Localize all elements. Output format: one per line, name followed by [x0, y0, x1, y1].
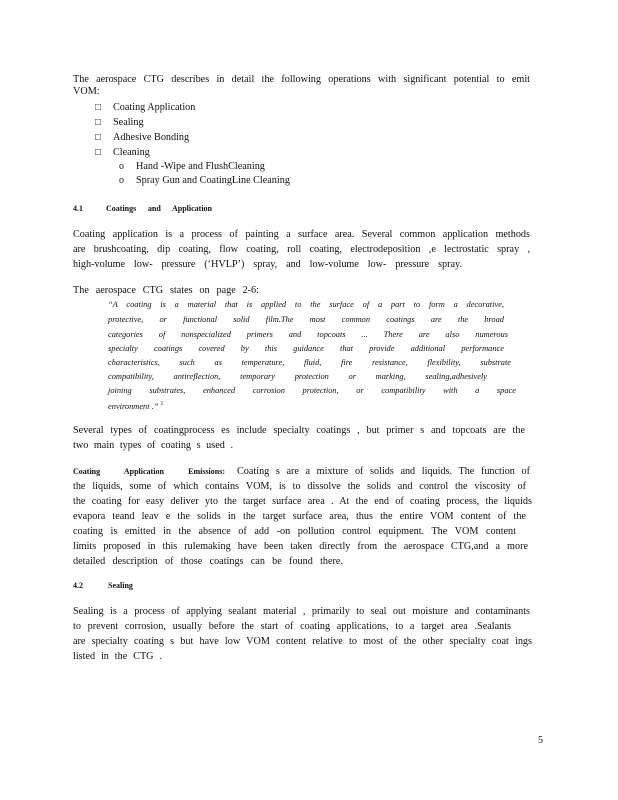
- quote-line: [108, 399, 163, 412]
- paragraph-line: limits proposed in this rulemaking have been taken directly from the aerospace CTG,and a more: [73, 541, 528, 552]
- paragraph-line: Sealing is a process of applying sealant material , primarily to seal out moisture and contaminants: [73, 606, 530, 617]
- quote-line: characteristics, such as temperature, fluid, fire resistance, flexibility, substrate: [108, 358, 511, 367]
- paragraph-line: Coating application is a process of painting a surface area. Several common application methods: [73, 229, 530, 240]
- list-item: Sealing: [113, 117, 144, 128]
- paragraph-line: the coating for easy deliver yto the target surface area . At the end of coating process, the liquids: [73, 496, 532, 507]
- bullet-icon: □: [95, 132, 102, 143]
- section-number: 4.2: [73, 581, 83, 590]
- paragraph-line: evapora teand leav e the solids in the target surface area, thus the entire VOM content of the: [73, 511, 526, 522]
- paragraph-line: listed in the CTG .: [73, 651, 162, 662]
- page-number: 5: [538, 735, 543, 746]
- paragraph-line: detailed description of those coatings can be found there.: [73, 556, 343, 567]
- list-item: Adhesive Bonding: [113, 132, 190, 143]
- emissions-text: Coating s are a mixture of solids and liquids. The function of: [237, 466, 530, 477]
- quote-line: protective, or functional solid film.The most common coatings are the broad: [108, 315, 504, 324]
- intro-line-1: The aerospace CTG describes in detail the following operations with significant potential to emit: [73, 74, 530, 85]
- bullet-icon: o: [119, 175, 124, 186]
- quote-last-text: environment .”: [108, 401, 159, 411]
- paragraph-line: are specialty coating s but have low VOM content relative to most of the other specialty coat ings: [73, 636, 532, 647]
- paragraph-line: Several types of coatingprocess es include specialty coatings , but primer s and topcoats are the: [73, 425, 525, 436]
- quote-line: specialty coatings covered by this guidance that provide additional performance: [108, 344, 504, 353]
- section-title: Sealing: [108, 581, 133, 590]
- list-item: Cleaning: [113, 147, 150, 158]
- intro-line-2: VOM:: [73, 86, 100, 97]
- bullet-icon: □: [95, 102, 102, 113]
- list-item: Coating Application: [113, 102, 196, 113]
- paragraph-line: high-volume low- pressure (‘HVLP’) spray, and low-volume low- pressure spray.: [73, 259, 462, 270]
- quote-line: “A coating is a material that is applied to the surface of a part to form a decorative,: [108, 300, 504, 309]
- section-title: Coatings and Application: [106, 204, 212, 213]
- paragraph-line: coating is emitted in the absence of add -on pollution control equipment. The VOM content: [73, 526, 516, 537]
- sub-list-item: Spray Gun and CoatingLine Cleaning: [136, 175, 290, 186]
- section-number: 4.1: [73, 204, 83, 213]
- sub-list-item: Hand -Wipe and FlushCleaning: [136, 161, 265, 172]
- paragraph-line: are brushcoating, dip coating, flow coating, roll coating, electrodeposition ,e lectrostatic spray ,: [73, 244, 530, 255]
- bullet-icon: □: [95, 117, 102, 128]
- bullet-icon: o: [119, 161, 124, 172]
- bullet-icon: □: [95, 147, 102, 158]
- emissions-label: Coating Application Emissions:: [73, 467, 225, 476]
- quote-line: categories of nonspecialized primers and topcoats ... There are also numerous: [108, 330, 508, 339]
- quote-line: compatibility, antireflection, temporary protection or marking, sealing,adhesively: [108, 372, 487, 381]
- paragraph-line: The aerospace CTG states on page 2-6:: [73, 285, 259, 296]
- paragraph-line: the liquids, some of which contains VOM, is to dissolve the solids and control the viscosity of: [73, 481, 526, 492]
- quote-line: joining substrates, enhanced corrosion protection, or compatibility with a space: [108, 386, 516, 395]
- paragraph-line: to prevent corrosion, usually before the start of coating applications, to a target area .Sealants: [73, 621, 511, 632]
- footnote-marker: 1: [160, 401, 164, 407]
- paragraph-line: two main types of coating s used .: [73, 440, 233, 451]
- paragraph-line: [73, 466, 530, 478]
